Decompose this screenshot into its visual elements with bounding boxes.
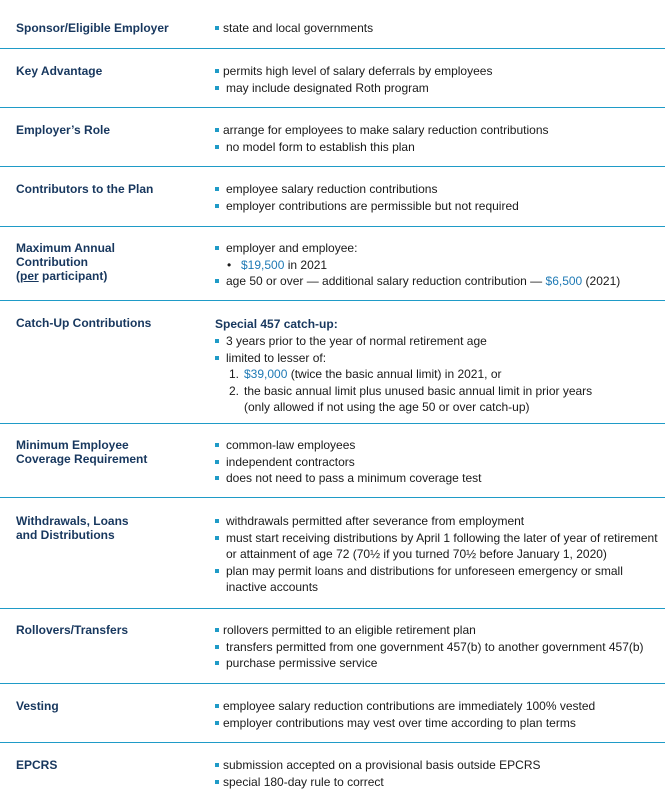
row-content xyxy=(215,64,660,97)
row-divider xyxy=(0,166,665,167)
row-divider xyxy=(0,48,665,49)
square-bullet-icon xyxy=(215,26,219,30)
list-item: arrange for employees to make salary reduction contributions xyxy=(215,123,660,140)
square-bullet-icon xyxy=(215,339,219,343)
row-label: Sponsor/Eligible Employer xyxy=(16,21,169,35)
list-item: employee salary reduction contributions xyxy=(215,182,660,199)
list-item: state and local governments xyxy=(215,21,660,38)
square-bullet-icon xyxy=(215,721,219,725)
list-item-continuation: inactive accounts xyxy=(226,580,319,594)
square-bullet-icon xyxy=(215,645,219,649)
square-bullet-icon xyxy=(215,460,219,464)
square-bullet-icon xyxy=(215,204,219,208)
row-label: Key Advantage xyxy=(16,64,103,78)
list-item: special 180-day rule to correct xyxy=(215,775,660,792)
row-label: Employer’s Role xyxy=(16,123,111,137)
square-bullet-icon xyxy=(215,128,219,132)
list-item: may include designated Roth program xyxy=(215,81,660,98)
square-bullet-icon xyxy=(215,536,219,540)
row-content xyxy=(215,758,660,791)
sub-list-item: • $19,500 in 2021 xyxy=(227,257,328,272)
list-item: must start receiving distributions by April 1 following the later of year of retirement xyxy=(215,531,660,548)
list-item: age 50 or over — additional salary reduction contribution — $6,500 (2021) xyxy=(215,274,660,291)
list-item: employer contributions are permissible but not required xyxy=(215,199,660,216)
list-item: purchase permissive service xyxy=(215,656,660,673)
row-divider xyxy=(0,608,665,609)
row-content xyxy=(215,182,660,215)
dot-bullet-icon: • xyxy=(227,257,232,272)
square-bullet-icon xyxy=(215,628,219,632)
numbered-item: 2. the basic annual limit plus unused basic annual limit in prior years xyxy=(229,383,593,398)
square-bullet-icon xyxy=(215,763,219,767)
square-bullet-icon xyxy=(215,661,219,665)
row-divider xyxy=(0,423,665,424)
list-item-continuation: or attainment of age 72 (70½ if you turned 70½ before January 1, 2020) xyxy=(226,547,607,561)
list-item: employer and employee: xyxy=(215,241,660,258)
row-content xyxy=(215,438,660,488)
square-bullet-icon xyxy=(215,187,219,191)
row-divider xyxy=(0,497,665,498)
list-item: 3 years prior to the year of normal retirement age xyxy=(215,334,660,351)
list-item: submission accepted on a provisional basis outside EPCRS xyxy=(215,758,660,775)
square-bullet-icon xyxy=(215,443,219,447)
square-bullet-icon xyxy=(215,279,219,283)
row-divider xyxy=(0,107,665,108)
list-item: limited to lesser of: xyxy=(215,351,660,368)
list-item: independent contractors xyxy=(215,455,660,472)
list-item: transfers permitted from one government 457(b) to another government 457(b) xyxy=(215,640,660,657)
row-divider xyxy=(0,683,665,684)
row-content xyxy=(215,699,660,732)
row-divider xyxy=(0,742,665,743)
row-content xyxy=(215,514,660,597)
list-item: rollovers permitted to an eligible retirement plan xyxy=(215,623,660,640)
square-bullet-icon xyxy=(215,356,219,360)
row-content xyxy=(215,21,660,38)
section-heading: Special 457 catch-up: xyxy=(215,317,338,331)
list-item: plan may permit loans and distributions for unforeseen emergency or small xyxy=(215,564,660,581)
row-divider xyxy=(0,300,665,301)
row-content xyxy=(215,123,660,156)
square-bullet-icon xyxy=(215,704,219,708)
numbered-item-continuation: (only allowed if not using the age 50 or over catch-up) xyxy=(244,400,530,414)
list-item: withdrawals permitted after severance from employment xyxy=(215,514,660,531)
list-item: permits high level of salary deferrals by employees xyxy=(215,64,660,81)
numbered-item: 1. $39,000 (twice the basic annual limit) in 2021, or xyxy=(229,367,502,381)
row-label: EPCRS xyxy=(16,758,58,772)
square-bullet-icon xyxy=(215,86,219,90)
square-bullet-icon xyxy=(215,569,219,573)
row-label: Minimum Employee Coverage Requirement xyxy=(16,438,148,466)
row-divider xyxy=(0,226,665,227)
row-label: Catch-Up Contributions xyxy=(16,316,152,330)
list-item: does not need to pass a minimum coverage test xyxy=(215,471,660,488)
row-label: Contributors to the Plan xyxy=(16,182,154,196)
list-item: employer contributions may vest over time according to plan terms xyxy=(215,716,660,733)
list-item: no model form to establish this plan xyxy=(215,140,660,157)
list-item: employee salary reduction contributions are immediately 100% vested xyxy=(215,699,660,716)
row-label: Withdrawals, Loans and Distributions xyxy=(16,514,129,542)
square-bullet-icon xyxy=(215,476,219,480)
row-label: Maximum Annual Contribution (per participant) xyxy=(16,241,115,283)
row-content xyxy=(215,241,660,291)
row-content xyxy=(215,623,660,673)
square-bullet-icon xyxy=(215,519,219,523)
square-bullet-icon xyxy=(215,246,219,250)
row-content xyxy=(215,317,660,417)
square-bullet-icon xyxy=(215,780,219,784)
row-label: Rollovers/Transfers xyxy=(16,623,129,637)
square-bullet-icon xyxy=(215,69,219,73)
list-item: common-law employees xyxy=(215,438,660,455)
square-bullet-icon xyxy=(215,145,219,149)
row-label: Vesting xyxy=(16,699,59,713)
